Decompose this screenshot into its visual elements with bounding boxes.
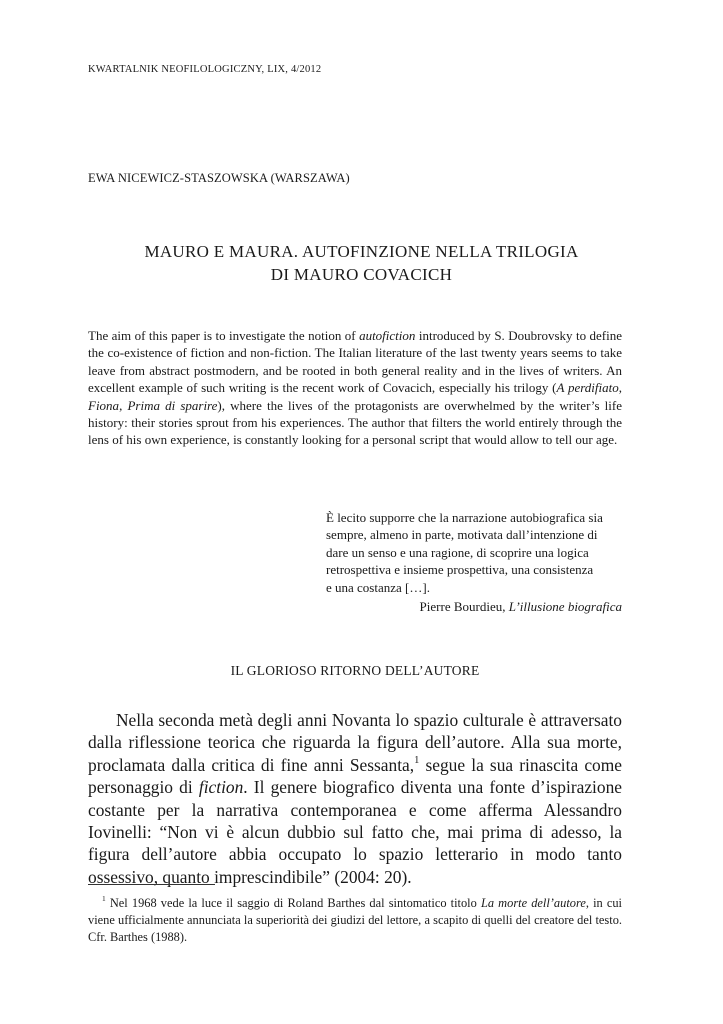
title-line-1: MAURO E MAURA. AUTOFINZIONE NELLA TRILOGIA xyxy=(144,242,579,261)
epigraph-line: dare un senso e una ragione, di scoprire una logica xyxy=(326,544,589,560)
body-text: Nella seconda metà degli anni Novanta lo spazio culturale è attraversato dalla riflessione teorica che riguarda la figura dell’autore. Alla sua morte, proclamata dalla critica di fine anni Sessanta, xyxy=(88,710,622,775)
body-text: . Il genere biografico diventa una fonte d’ispirazione costante per la narrativa contemporanea e come afferma Alessandro Iovinelli: “Non vi è alcun dubbio sul fatto che, mai prima di adesso, la figura dell’autore abbia occupato lo spazio letterario in modo tanto ossessivo, quanto imprescindibile” (2004: 20). xyxy=(88,777,622,887)
body-text: segue la sua rinascita come personaggio di xyxy=(88,754,622,798)
epigraph-line: retrospettiva e insieme prospettiva, una consistenza xyxy=(326,562,594,578)
footnote xyxy=(88,895,622,946)
footnote-divider xyxy=(88,884,215,885)
abstract-separator: , xyxy=(119,397,128,413)
epigraph-line: e una costanza […]. xyxy=(326,579,430,595)
epigraph-attribution xyxy=(326,598,622,615)
epigraph-work: L’illusione biografica xyxy=(508,599,622,615)
body-paragraph xyxy=(88,709,622,888)
abstract-work-title: Fiona xyxy=(88,397,120,413)
journal-header: KWARTALNIK NEOFILOLOGICZNY, LIX, 4/2012 xyxy=(88,64,322,75)
epigraph-author: Pierre Bourdieu, xyxy=(419,599,509,615)
abstract-term: autofiction xyxy=(359,328,416,343)
title-line-2: DI MAURO COVACICH xyxy=(270,265,453,284)
abstract-work-title: Prima di sparire xyxy=(127,397,218,413)
footnote-work-title: La morte dell’autore xyxy=(480,896,586,910)
abstract-text: ), where the lives of the protagonists are overwhelmed by the writer’s life history: their stories sprout from his experiences. The author that filters the world entirely through the lens of his own experience, is constantly looking for a personal script that would allow to tell our age. xyxy=(88,397,622,448)
footnote-text: , in cui viene ufficialmente annunciata la superiorità dei giudizi del lettore, a scapito di quelli del creatore del testo. Cfr. Barthes (1988). xyxy=(88,896,622,944)
abstract-text: The aim of this paper is to investigate the notion of xyxy=(88,328,360,343)
article-title xyxy=(88,240,635,286)
footnote-text: Nel 1968 vede la luce il saggio di Roland Barthes dal sintomatico titolo xyxy=(105,896,481,910)
epigraph-line: È lecito supporre che la narrazione autobiografica sia xyxy=(326,510,603,525)
body-emphasis: fiction xyxy=(198,777,244,798)
abstract-text: introduced by S. Doubrovsky to define the co-existence of fiction and non-fiction. The Italian literature of the last twenty years seems to take leave from abstract postmodern, and be rooted in both general reality and in the lives of writers. An excellent example of such writing is the recent work of Covacich, especially his trilogy ( xyxy=(88,328,622,396)
author-line: EWA NICEWICZ-STASZOWSKA (WARSZAWA) xyxy=(88,171,350,185)
epigraph-quote xyxy=(326,509,622,596)
epigraph-line: sempre, almeno in parte, motivata dall’intenzione di xyxy=(326,527,598,543)
abstract-separator: , xyxy=(618,380,623,396)
section-heading: IL GLORIOSO RITORNO DELL’AUTORE xyxy=(230,663,480,678)
footnote-number: 1 xyxy=(102,894,106,904)
footnote-reference[interactable]: 1 xyxy=(414,754,420,766)
abstract xyxy=(88,327,622,449)
epigraph xyxy=(326,509,622,615)
abstract-work-title: A perdifiato xyxy=(556,380,619,396)
